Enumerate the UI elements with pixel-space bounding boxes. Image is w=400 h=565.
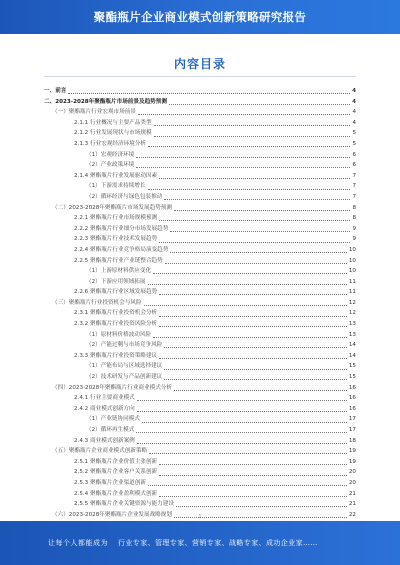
toc-leader-dots: [148, 146, 350, 147]
toc-entry[interactable]: [44, 266, 356, 277]
toc-leader-dots: [165, 263, 347, 264]
toc-entry[interactable]: [44, 298, 356, 309]
toc-leader-dots: [174, 390, 347, 391]
toc-leader-dots: [153, 273, 347, 274]
toc-entry-title: （2）产业政策环境: [86, 162, 135, 169]
footer-banner: [0, 521, 400, 565]
toc-entry[interactable]: [44, 128, 356, 139]
toc-entry-page: 4: [352, 119, 356, 126]
toc-entry[interactable]: [44, 256, 356, 267]
toc-heading-divider: [44, 76, 356, 77]
toc-leader-dots: [164, 199, 350, 200]
toc-entry-title: 2.5.4 聚酯瓶片企业盈利模式创新: [74, 490, 158, 497]
toc-entry-page: 20: [348, 479, 356, 486]
toc-entry[interactable]: [44, 351, 356, 362]
toc-entry[interactable]: [44, 107, 356, 118]
toc-entry-page: 21: [348, 490, 356, 497]
toc-entry-page: 16: [348, 405, 356, 412]
toc-leader-dots: [149, 453, 347, 454]
toc-leader-dots: [159, 242, 350, 243]
toc-leader-dots: [164, 369, 347, 370]
footer-slogan-lead: 让每个人都能成为: [48, 539, 108, 547]
toc-entry-title: （1）产业链协同模式: [86, 416, 140, 423]
toc-leader-dots: [137, 400, 347, 401]
toc-leader-dots: [136, 432, 347, 433]
toc-leader-dots: [148, 485, 347, 486]
toc-entry-title: 2.4.1 行业主要商业模式: [74, 395, 135, 402]
toc-entry-page: 6: [352, 162, 356, 169]
toc-entry-page: 10: [348, 268, 356, 275]
toc-entry-page: 16: [348, 384, 356, 391]
toc-entry[interactable]: [44, 383, 356, 394]
toc-entry-title: （1）产能布局与区域选择建议: [86, 363, 163, 370]
toc-leader-dots: [154, 125, 351, 126]
toc-entry-page: 4: [352, 98, 356, 105]
toc-leader-dots: [148, 189, 351, 190]
toc-entry[interactable]: [44, 118, 356, 129]
toc-entry-page: 7: [352, 172, 356, 179]
toc-entry[interactable]: [44, 489, 356, 500]
toc-entry-page: 17: [348, 416, 356, 423]
toc-entry-page: 6: [352, 151, 356, 158]
toc-entry[interactable]: [44, 457, 356, 468]
toc-entry[interactable]: [44, 319, 356, 330]
toc-leader-dots: [137, 443, 347, 444]
toc-entry-title: （一）聚酯瓶片行业宏观市场前景: [52, 109, 136, 116]
toc-leader-dots: [153, 337, 347, 338]
toc-leader-dots: [170, 231, 350, 232]
toc-entry-title: 2.5.2 聚酯瓶片企业客户关系创新: [74, 469, 158, 476]
toc-entry-page: 8: [352, 215, 356, 222]
toc-entry-title: （1）上游原材料供应变化: [86, 268, 152, 275]
toc-entry[interactable]: [44, 203, 356, 214]
toc-leader-dots: [159, 220, 350, 221]
toc-leader-dots: [170, 252, 347, 253]
toc-leader-dots: [136, 167, 350, 168]
toc-entry[interactable]: [44, 404, 356, 415]
report-header-bar: [0, 0, 400, 34]
toc-leader-dots: [148, 284, 347, 285]
toc-entry-title: （1）宏观经济环境: [86, 151, 135, 158]
toc-entry-page: 17: [348, 427, 356, 433]
toc-entry-title: （2）产能过剩与市场竞争风险: [86, 342, 163, 349]
toc-entry-page: 4: [352, 88, 356, 94]
toc-entry-title: 2.2.2 聚酯瓶片行业细分市场发展趋势: [74, 225, 169, 232]
toc-entry-title: 2.2.3 聚酯瓶片行业技术发展趋势: [74, 236, 158, 243]
toc-entry-title: 2.5.5 聚酯瓶片企业关键资源与能力建设: [74, 501, 174, 508]
toc-leader-dots: [176, 506, 347, 507]
toc-entry[interactable]: [44, 425, 356, 436]
toc-entry-title: （五）聚酯瓶片企业商业模式创新策略: [52, 448, 148, 455]
toc-entry-page: 16: [348, 395, 356, 402]
toc-entry-page: 10: [348, 246, 356, 253]
toc-entry-page: 5: [352, 140, 356, 147]
footer-slogan-roles: 行业专家、管理专家、营销专家、战略专家、成功企业家……: [118, 539, 318, 547]
toc-entry-page: 19: [348, 458, 356, 465]
toc-entry-title: 2.5.1 聚酯瓶片企业价值主张创新: [74, 458, 158, 465]
toc-entry[interactable]: [44, 171, 356, 182]
toc-entry-page: 18: [348, 437, 356, 444]
toc-entry-page: 19: [348, 448, 356, 455]
toc-entry[interactable]: [44, 224, 356, 235]
toc-entry[interactable]: [44, 393, 356, 404]
toc-heading: 内容目录: [173, 57, 226, 71]
toc-entry-page: 14: [348, 352, 356, 359]
toc-entry[interactable]: [44, 160, 356, 171]
toc-entry-page: 13: [348, 331, 356, 338]
toc-entry-page: 8: [352, 204, 356, 211]
toc-entry[interactable]: [44, 97, 356, 108]
toc-entry-page: 12: [348, 310, 356, 317]
toc-entry[interactable]: [44, 340, 356, 351]
toc-entry[interactable]: [44, 436, 356, 447]
toc-leader-dots: [159, 496, 347, 497]
toc-entry-page: 22: [348, 511, 356, 518]
toc-leader-dots: [154, 136, 351, 137]
toc-entry-title: （2）循环再生模式: [86, 427, 135, 433]
toc-entry[interactable]: [44, 414, 356, 425]
toc-entry[interactable]: [44, 499, 356, 510]
toc-leader-dots: [174, 210, 350, 211]
toc-entry-title: 2.2.1 聚酯瓶片行业市场规模预测: [74, 215, 158, 222]
toc-entry-title: （四）2023-2028年聚酯瓶片行业商业模式分析: [52, 384, 172, 391]
toc-leader-dots: [159, 475, 347, 476]
toc-entry-page: 20: [348, 469, 356, 476]
toc-entry-title: 2.1.4 聚酯瓶片行业发展驱动因素: [74, 172, 158, 179]
toc-leader-dots: [137, 411, 347, 412]
toc-leader-dots: [159, 464, 347, 465]
toc-entry-page: 11: [348, 289, 356, 296]
toc-entry-page: 13: [348, 321, 356, 328]
toc-entry-title: （1）原材料价格波动风险: [86, 331, 152, 338]
toc-entry-page: 15: [348, 363, 356, 370]
toc-entry-title: （2）循环经济与绿色包装推动: [86, 193, 163, 200]
toc-entry-title: 2.1.2 行业发展现状与市场规模: [74, 130, 152, 137]
toc-entry[interactable]: [44, 372, 356, 383]
toc-leader-dots: [142, 422, 347, 423]
toc-leader-dots: [164, 379, 347, 380]
toc-entry[interactable]: [44, 361, 356, 372]
toc-leader-dots: [159, 294, 347, 295]
toc-entry-title: 2.3.1 聚酯瓶片行业投资机会分析: [74, 310, 158, 317]
toc-entry-title: （1）下游需求持续增长: [86, 183, 146, 190]
toc-entry[interactable]: [44, 287, 356, 298]
toc-entry-page: 12: [348, 299, 356, 306]
toc-entry[interactable]: [44, 277, 356, 288]
toc-leader-dots: [144, 305, 347, 306]
toc-entry-page: 4: [352, 109, 356, 116]
toc-entry[interactable]: [44, 234, 356, 245]
toc-entry-title: 2.3.2 聚酯瓶片行业投资风险分析: [74, 321, 158, 328]
toc-entry-title: 2.3.3 聚酯瓶片行业投资策略建议: [74, 352, 158, 359]
toc-leader-dots: [68, 93, 350, 94]
report-title: 聚酯瓶片企业商业模式创新策略研究报告: [93, 10, 307, 24]
toc-entry-title: 2.4.3 商业模式创新案例: [74, 437, 135, 444]
toc-entry[interactable]: [44, 245, 356, 256]
table-of-contents: [44, 86, 356, 520]
toc-entry-title: （三）聚酯瓶片行业投资机会与风险: [52, 299, 142, 306]
toc-entry-title: （六）2023-2028年聚酯瓶片企业发展战略规划: [52, 511, 172, 518]
toc-entry[interactable]: [44, 446, 356, 457]
toc-leader-dots: [138, 114, 351, 115]
toc-leader-dots: [164, 347, 347, 348]
toc-entry[interactable]: [44, 467, 356, 478]
toc-entry[interactable]: [44, 213, 356, 224]
toc-entry-title: （2）技术研发与产品创新建议: [86, 374, 163, 381]
toc-leader-dots: [159, 358, 347, 359]
toc-entry-page: 7: [352, 193, 356, 200]
toc-entry-title: 2.1.3 行业宏观经济环境分析: [74, 140, 146, 147]
toc-entry[interactable]: [44, 478, 356, 489]
toc-entry-title: 一、前言: [44, 88, 67, 94]
toc-entry[interactable]: [44, 150, 356, 161]
toc-entry-page: 10: [348, 257, 356, 264]
toc-entry[interactable]: [44, 86, 356, 97]
toc-leader-dots: [136, 157, 350, 158]
toc-entry-title: （二）2023-2028年聚酯瓶片市场发展趋势预测: [52, 204, 172, 211]
toc-entry-page: 14: [348, 342, 356, 349]
toc-entry-page: 7: [352, 183, 356, 190]
toc-entry[interactable]: [44, 330, 356, 341]
toc-entry[interactable]: [44, 192, 356, 203]
toc-entry-title: 2.2.5 聚酯瓶片行业产业链整合趋势: [74, 257, 163, 264]
toc-entry-title: 2.2.6 聚酯瓶片行业区域发展趋势: [74, 289, 158, 296]
toc-entry-page: 9: [352, 225, 356, 232]
toc-entry-page: 9: [352, 236, 356, 243]
toc-leader-dots: [169, 104, 350, 105]
toc-entry-title: （2）下游应用领域拓展: [86, 278, 146, 285]
toc-entry[interactable]: [44, 139, 356, 150]
toc-leader-dots: [159, 316, 347, 317]
toc-entry-title: 2.1.1 行业概况与主要产品类型: [74, 119, 152, 126]
toc-entry-page: 11: [348, 278, 356, 285]
toc-entry-page: 15: [348, 374, 356, 381]
toc-entry-title: 2.2.4 聚酯瓶片行业竞争格局演变趋势: [74, 246, 169, 253]
toc-entry-title: 二、2023-2028年聚酯瓶片市场前景及趋势预测: [44, 98, 167, 105]
toc-leader-dots: [159, 178, 350, 179]
toc-entry-page: 21: [348, 501, 356, 508]
toc-entry-title: 2.5.3 聚酯瓶片企业渠道创新: [74, 479, 146, 486]
toc-entry[interactable]: [44, 181, 356, 192]
toc-entry[interactable]: [44, 308, 356, 319]
toc-leader-dots: [159, 326, 347, 327]
toc-entry-page: 5: [352, 130, 356, 137]
page-number: 1: [198, 514, 202, 520]
toc-entry-title: 2.4.2 商业模式创新方向: [74, 405, 135, 412]
